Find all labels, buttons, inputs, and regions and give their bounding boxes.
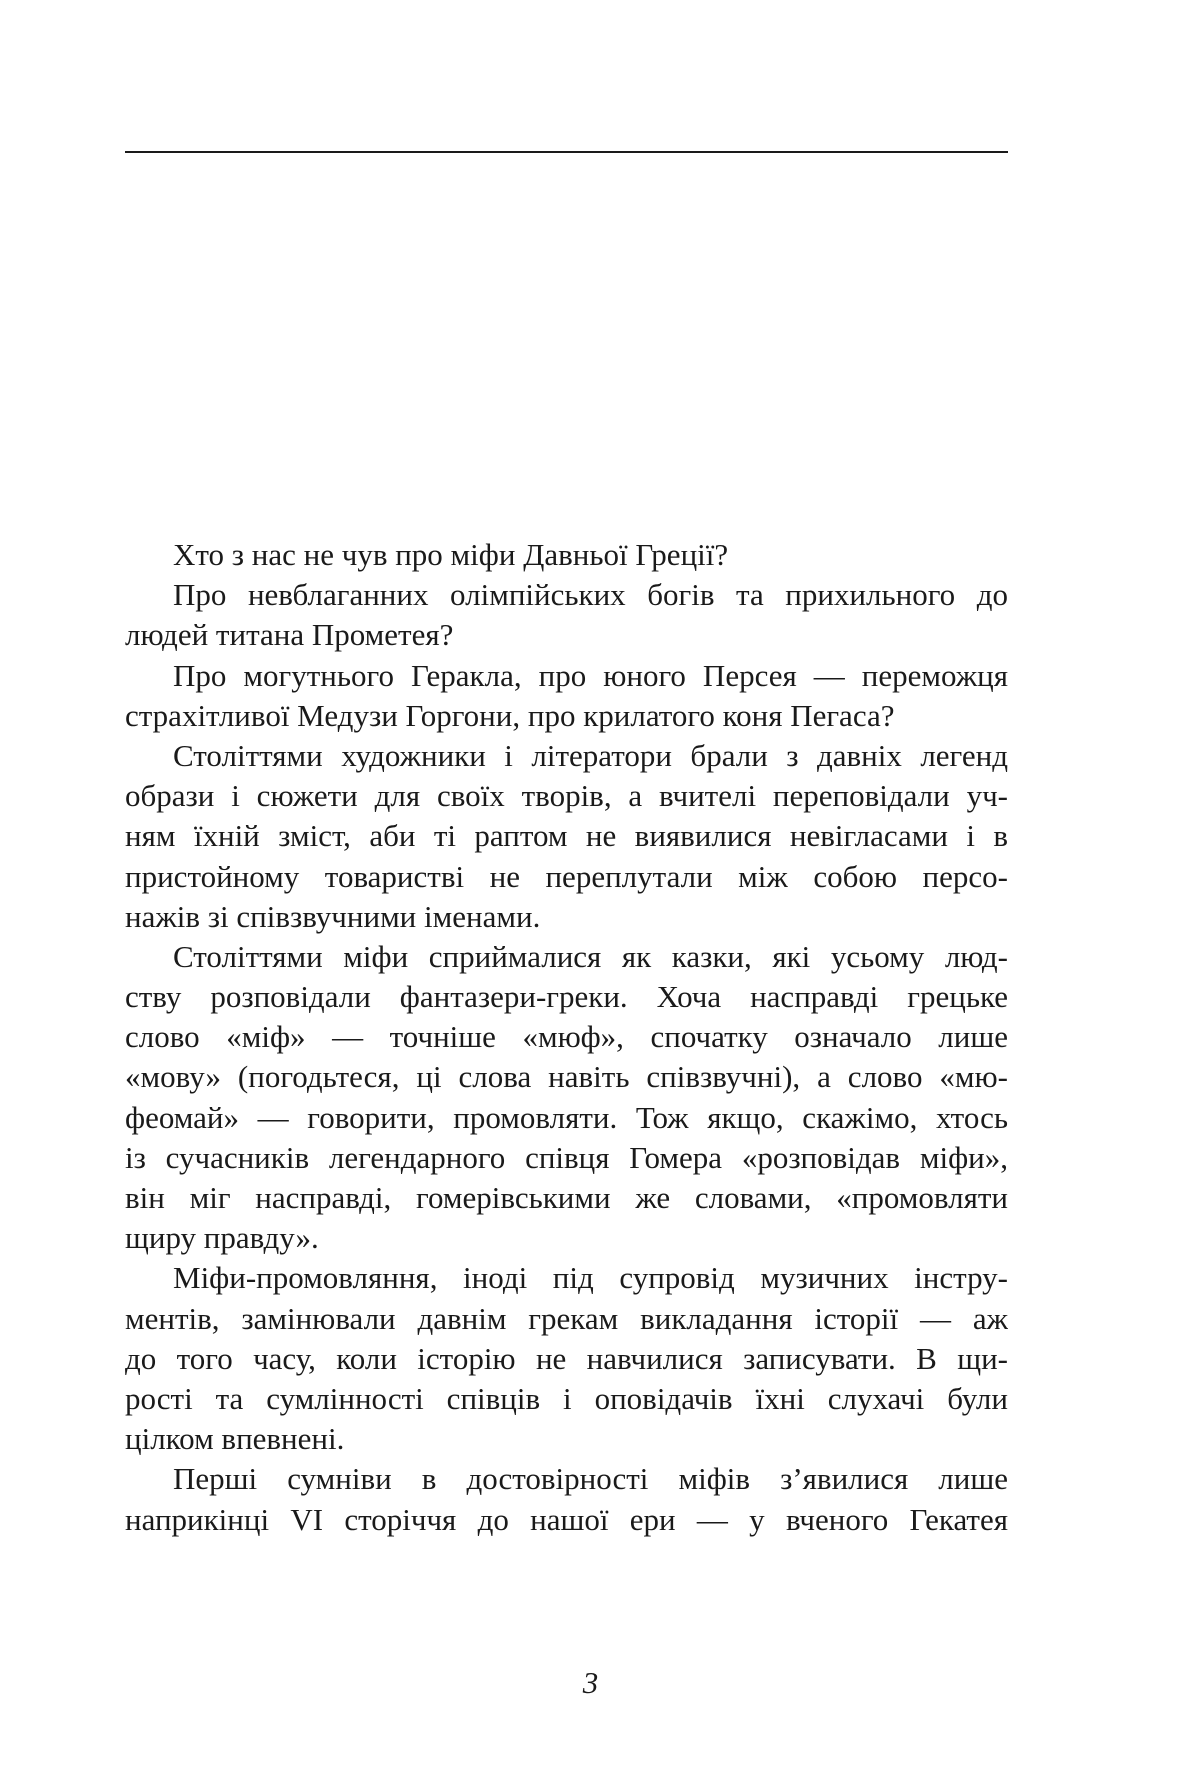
text-line: Про могутнього Геракла, про юного Персея — переможця xyxy=(173,657,1008,693)
text-line: ням їхній зміст, аби ті раптом не виявилися невігласами і в xyxy=(125,818,1008,854)
text-line: цілком впевнені. xyxy=(125,1421,345,1457)
text-line: до того часу, коли історію не навчилися записувати. В щи- xyxy=(125,1340,1008,1376)
text-line: із сучасників легендарного співця Гомера «розповідав міфи», xyxy=(125,1139,1008,1175)
text-line: феомай» — говорити, промовляти. Тож якщо, скажімо, хтось xyxy=(125,1099,1008,1135)
header-rule xyxy=(125,151,1008,153)
text-line: Перші сумніви в достовірності міфів з’явилися лише xyxy=(173,1461,1008,1497)
text-line: Століттями міфи сприймалися як казки, які усьому люд- xyxy=(173,938,1008,974)
text-line: «мову» (погодьтеся, ці слова навіть співзвучні), а слово «мю- xyxy=(125,1059,1008,1095)
text-line: наприкінці VI сторіччя до нашої ери — у вченого Гекатея xyxy=(125,1501,1008,1537)
text-line: людей титана Прометея? xyxy=(125,617,454,653)
page-number: 3 xyxy=(582,1665,599,1700)
text-line: ментів, замінювали давнім грекам викладання історії — аж xyxy=(125,1300,1008,1336)
text-line: Хто з нас не чув про міфи Давньої Греції? xyxy=(173,537,729,572)
text-line: ству розповідали фантазери-греки. Хоча насправді грецьке xyxy=(125,979,1008,1015)
body-text xyxy=(125,535,1008,1540)
text-line: щиру правду». xyxy=(125,1220,319,1256)
text-line: пристойному товаристві не переплутали між собою персо- xyxy=(125,858,1008,894)
text-line: слово «міф» — точніше «мюф», спочатку означало лише xyxy=(125,1019,1008,1055)
text-line: рості та сумлінності співців і оповідачів їхні слухачі були xyxy=(125,1380,1008,1416)
text-line: Про невблаганних олімпійських богів та прихильного до xyxy=(173,577,1008,613)
text-line: Міфи-промовляння, іноді під супровід музичних інстру- xyxy=(173,1260,1008,1296)
text-line: нажів зі співзвучними іменами. xyxy=(125,898,541,934)
text-line: Століттями художники і літератори брали з давніх легенд xyxy=(173,737,1008,773)
text-line: образи і сюжети для своїх творів, а вчителі переповідали уч- xyxy=(125,778,1008,814)
text-line: він міг насправді, гомерівськими же словами, «промовляти xyxy=(125,1180,1008,1215)
text-line: страхітливої Медузи Горгони, про крилатого коня Пегаса? xyxy=(125,697,895,733)
